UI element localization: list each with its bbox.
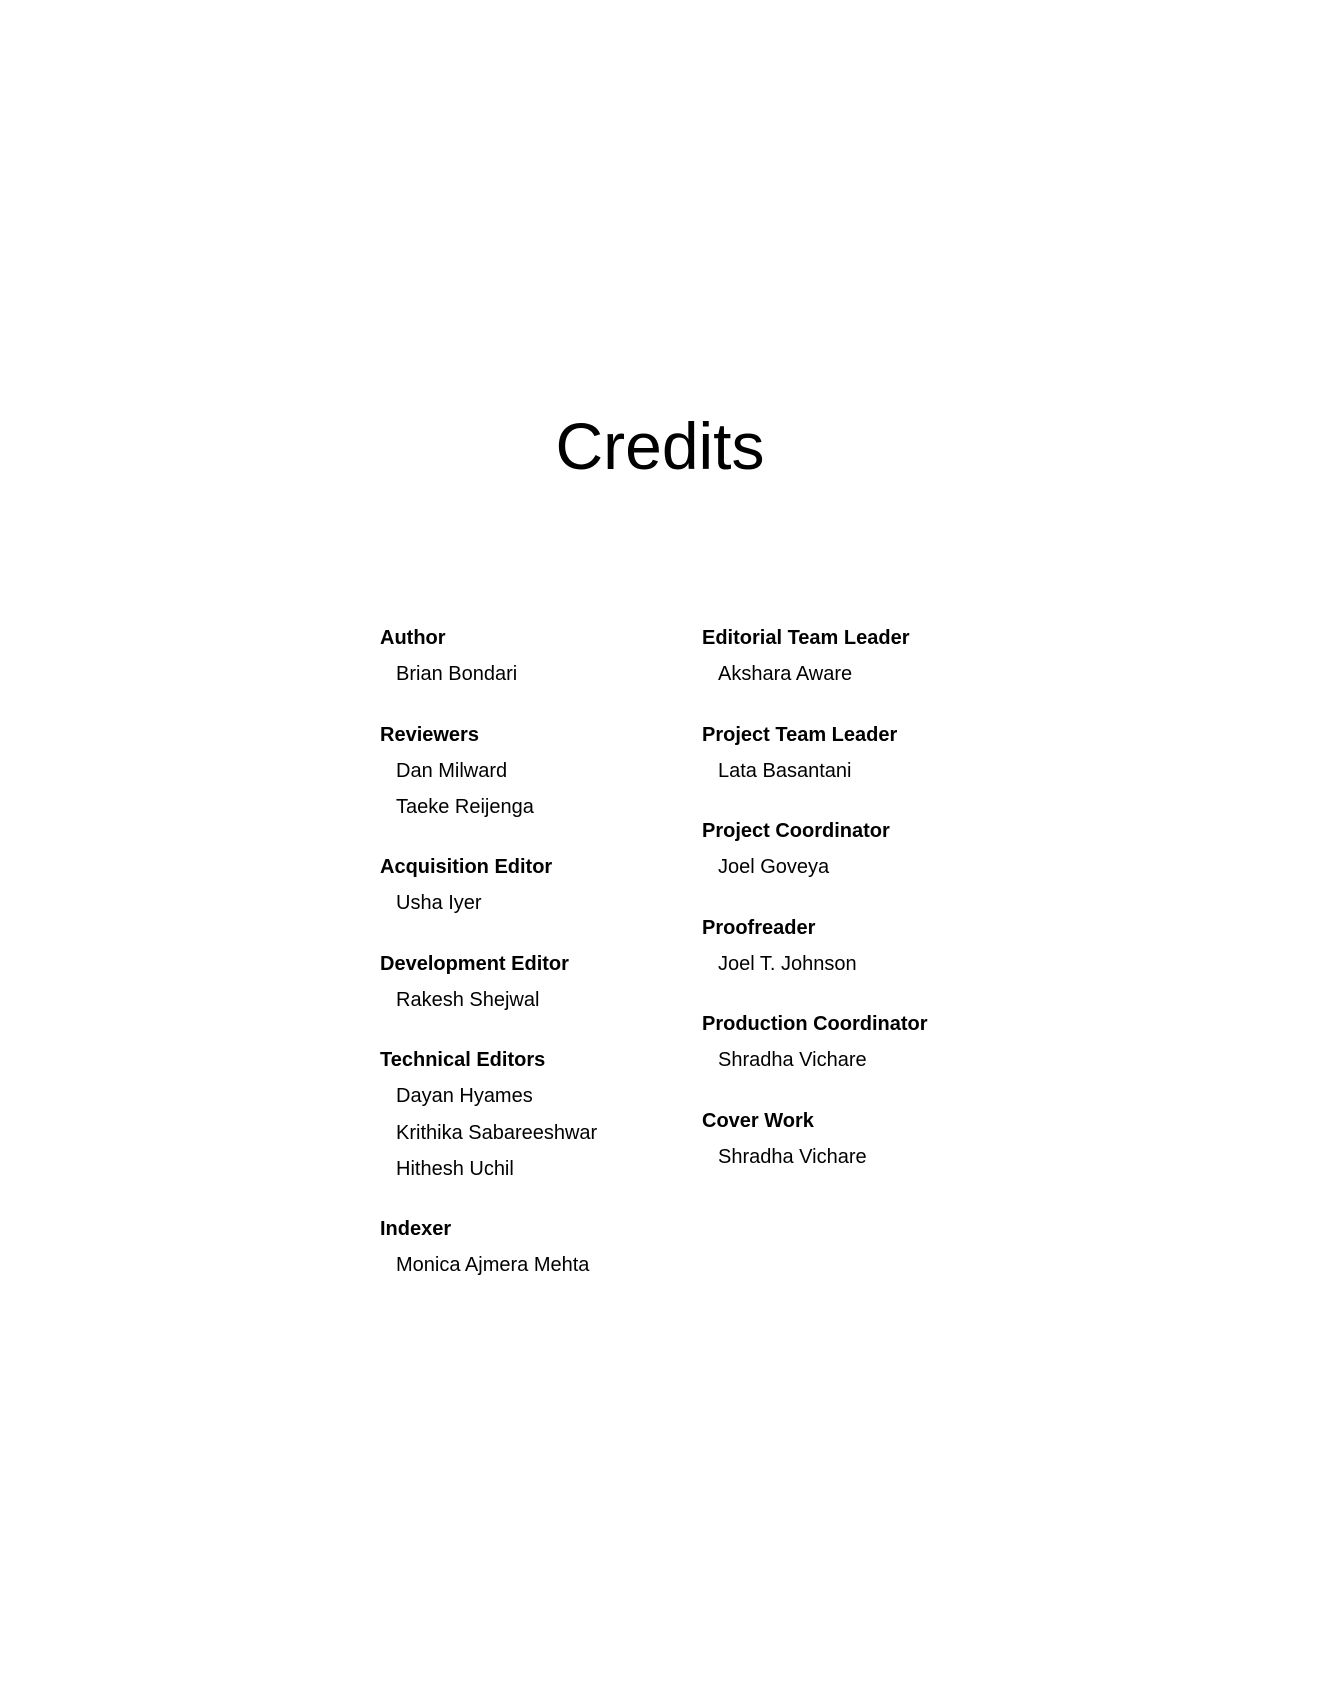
- credit-section-author: [380, 626, 680, 686]
- credit-name: Hithesh Uchil: [396, 1157, 514, 1180]
- credit-section-project-coordinator: [702, 819, 1032, 879]
- credit-name: Joel T. Johnson: [718, 952, 857, 975]
- credit-name: Dan Milward: [396, 759, 508, 782]
- credit-section-production-coordinator: [702, 1012, 1032, 1072]
- credit-role: Technical Editors: [380, 1049, 546, 1072]
- credit-name: Lata Basantani: [718, 759, 852, 782]
- credit-name: Rakesh Shejwal: [396, 988, 540, 1011]
- credit-role: Author: [380, 627, 446, 649]
- credit-role: Acquisition Editor: [380, 856, 553, 879]
- credit-section-project-team-leader: [702, 723, 1032, 783]
- credit-name: Dayan Hyames: [396, 1085, 533, 1108]
- credit-name: Joel Goveya: [718, 856, 830, 878]
- credits-column-left: [380, 626, 680, 1277]
- page-title: Credits: [555, 409, 765, 483]
- credit-section-proofreader: [702, 916, 1032, 976]
- credit-section-cover-work: [702, 1109, 1032, 1169]
- credit-name: Akshara Aware: [718, 663, 853, 685]
- credit-role: Cover Work: [702, 1109, 814, 1132]
- credit-section-development-editor: [380, 952, 680, 1012]
- credit-section-reviewers: [380, 723, 680, 819]
- credit-name: Brian Bondari: [396, 663, 518, 685]
- credit-name: Shradha Vichare: [718, 1049, 867, 1071]
- credit-role: Production Coordinator: [702, 1013, 928, 1035]
- credit-section-editorial-team-leader: [702, 626, 1032, 686]
- credit-section-acquisition-editor: [380, 855, 680, 915]
- credit-section-indexer: [380, 1217, 680, 1277]
- credit-role: Project Coordinator: [702, 820, 890, 842]
- credit-role: Reviewers: [380, 723, 479, 746]
- credit-role: Project Team Leader: [702, 723, 898, 746]
- credit-section-technical-editors: [380, 1048, 680, 1181]
- credit-role: Editorial Team Leader: [702, 627, 910, 649]
- credit-name: Taeke Reijenga: [396, 795, 534, 818]
- credit-role: Development Editor: [380, 952, 569, 975]
- credit-name: Usha Iyer: [396, 892, 482, 915]
- credit-name: Monica Ajmera Mehta: [396, 1254, 590, 1277]
- credit-role: Indexer: [380, 1218, 452, 1241]
- credits-column-right: [702, 626, 1032, 1169]
- credit-name: Krithika Sabareeshwar: [396, 1121, 598, 1144]
- credit-role: Proofreader: [702, 916, 816, 939]
- credit-name: Shradha Vichare: [718, 1145, 867, 1168]
